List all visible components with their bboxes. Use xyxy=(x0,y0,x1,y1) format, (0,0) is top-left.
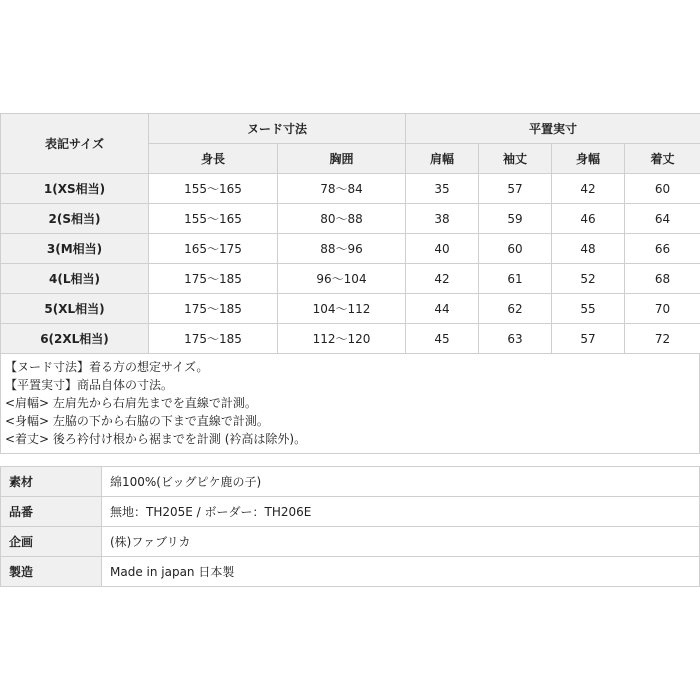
size-table xyxy=(0,113,700,354)
length-header: 着丈 xyxy=(625,144,700,174)
table-cell: 80～88 xyxy=(278,204,406,234)
table-cell: 96～104 xyxy=(278,264,406,294)
table-cell: 64 xyxy=(625,204,700,234)
table-cell: 165～175 xyxy=(149,234,278,264)
table-cell: 57 xyxy=(479,174,552,204)
size-column-header: 表記サイズ xyxy=(1,114,149,174)
table-cell: 59 xyxy=(479,204,552,234)
product-info-table xyxy=(0,466,700,587)
table-cell: 57 xyxy=(552,324,625,354)
size-label: 6(2XL相当) xyxy=(1,324,149,354)
body-width-header: 身幅 xyxy=(552,144,625,174)
note-line: <着丈> 後ろ衿付け根から裾までを計測 (衿高は除外)。 xyxy=(5,432,307,446)
product-info xyxy=(0,466,700,587)
note-line: 【ヌード寸法】着る方の想定サイズ。 xyxy=(5,360,209,374)
table-row xyxy=(1,324,700,354)
table-cell: 63 xyxy=(479,324,552,354)
table-cell: 38 xyxy=(406,204,479,234)
table-cell: 104～112 xyxy=(278,294,406,324)
info-value-item-number: 無地：TH205E / ボーダー：TH206E xyxy=(102,497,700,527)
table-row xyxy=(1,294,700,324)
table-cell: 72 xyxy=(625,324,700,354)
table-row xyxy=(1,497,700,527)
height-header: 身長 xyxy=(149,144,278,174)
nude-size-group-header: ヌード寸法 xyxy=(149,114,406,144)
table-row xyxy=(1,204,700,234)
table-cell: 175～185 xyxy=(149,264,278,294)
table-cell: 44 xyxy=(406,294,479,324)
table-cell: 78～84 xyxy=(278,174,406,204)
size-label: 5(XL相当) xyxy=(1,294,149,324)
info-label-material: 素材 xyxy=(1,467,102,497)
shoulder-width-header: 肩幅 xyxy=(406,144,479,174)
table-cell: 40 xyxy=(406,234,479,264)
info-value-material: 綿100%(ビッグピケ鹿の子) xyxy=(102,467,700,497)
table-row xyxy=(1,467,700,497)
table-cell: 62 xyxy=(479,294,552,324)
table-cell: 45 xyxy=(406,324,479,354)
table-cell: 88～96 xyxy=(278,234,406,264)
table-cell: 155～165 xyxy=(149,204,278,234)
table-cell: 46 xyxy=(552,204,625,234)
table-cell: 112～120 xyxy=(278,324,406,354)
table-row xyxy=(1,174,700,204)
size-label: 2(S相当) xyxy=(1,204,149,234)
note-line: <肩幅> 左肩先から右肩先までを直線で計測。 xyxy=(5,396,257,410)
flat-size-group-header: 平置実寸 xyxy=(406,114,700,144)
table-cell: 155～165 xyxy=(149,174,278,204)
table-cell: 48 xyxy=(552,234,625,264)
size-label: 4(L相当) xyxy=(1,264,149,294)
note-line: 【平置実寸】商品自体の寸法。 xyxy=(5,378,174,392)
table-row xyxy=(1,527,700,557)
size-table-header-row xyxy=(1,114,700,144)
table-cell: 61 xyxy=(479,264,552,294)
table-cell: 68 xyxy=(625,264,700,294)
table-cell: 52 xyxy=(552,264,625,294)
chest-header: 胸囲 xyxy=(278,144,406,174)
info-value-manufacture: Made in japan 日本製 xyxy=(102,557,700,587)
sleeve-length-header: 袖丈 xyxy=(479,144,552,174)
table-cell: 60 xyxy=(625,174,700,204)
info-value-planning: (株)ファブリカ xyxy=(102,527,700,557)
table-row xyxy=(1,557,700,587)
size-chart xyxy=(0,113,700,454)
table-cell: 35 xyxy=(406,174,479,204)
size-label: 1(XS相当) xyxy=(1,174,149,204)
table-cell: 70 xyxy=(625,294,700,324)
table-cell: 175～185 xyxy=(149,294,278,324)
table-cell: 175～185 xyxy=(149,324,278,354)
table-cell: 60 xyxy=(479,234,552,264)
info-label-item-number: 品番 xyxy=(1,497,102,527)
size-notes xyxy=(0,354,700,454)
table-cell: 42 xyxy=(406,264,479,294)
table-row xyxy=(1,264,700,294)
table-cell: 66 xyxy=(625,234,700,264)
note-line: <身幅> 左脇の下から右脇の下まで直線で計測。 xyxy=(5,414,269,428)
table-cell: 55 xyxy=(552,294,625,324)
info-label-manufacture: 製造 xyxy=(1,557,102,587)
table-cell: 42 xyxy=(552,174,625,204)
size-label: 3(M相当) xyxy=(1,234,149,264)
table-row xyxy=(1,234,700,264)
info-label-planning: 企画 xyxy=(1,527,102,557)
